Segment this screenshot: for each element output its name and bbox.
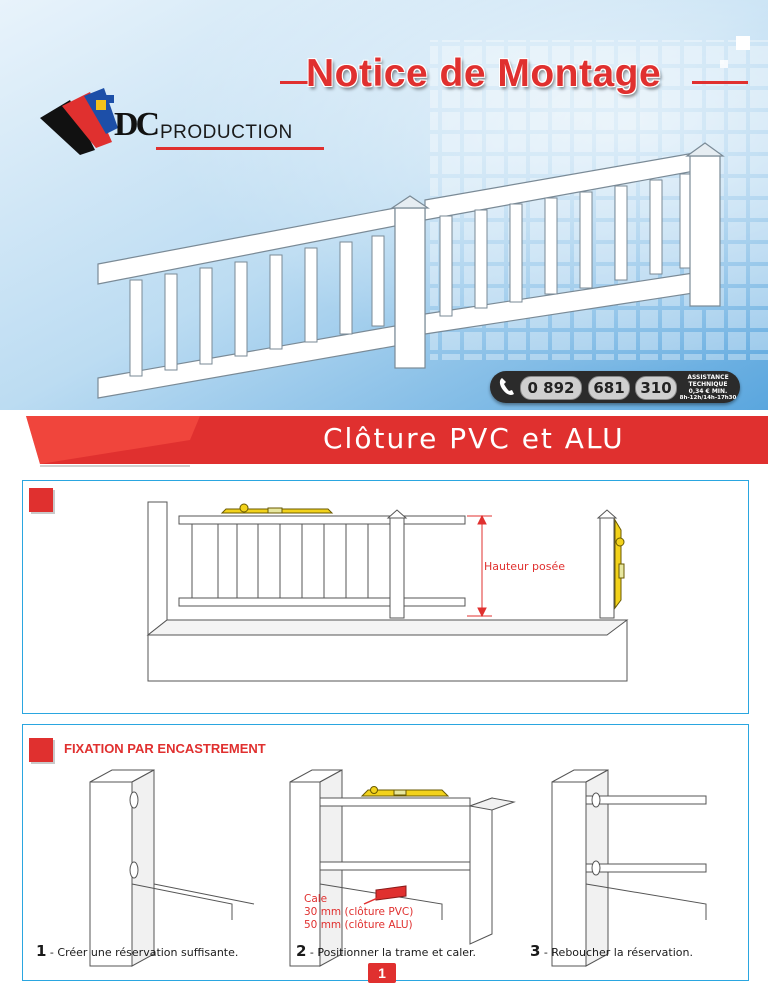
step-text: - Reboucher la réservation.: [540, 946, 693, 959]
wedge-pvc: 30 mm (clôture PVC): [304, 906, 414, 918]
step-number: 1: [36, 942, 47, 960]
document-title: Notice de Montage: [306, 52, 662, 95]
step-text: - Positionner la trame et caler.: [306, 946, 477, 959]
product-title: Clôture PVC et ALU: [323, 422, 625, 455]
height-label: Hauteur posée: [484, 560, 566, 573]
height-diagram: [22, 480, 747, 712]
assistance-phone: [490, 371, 740, 403]
fixation-diagrams: [22, 724, 747, 979]
step-text: - Créer une réservation suffisante.: [46, 946, 239, 959]
phone-part-2: 681: [588, 376, 630, 400]
phone-icon: [498, 377, 516, 397]
phone-part-1: 0 892: [520, 376, 582, 400]
phone-part-3: 310: [635, 376, 677, 400]
step-1: [36, 942, 238, 960]
step-number: 3: [530, 942, 541, 960]
section-heading: FIXATION PAR ENCASTREMENT: [64, 741, 266, 756]
assistance-line-2: TECHNIQUE: [688, 381, 728, 388]
page-number: 1: [368, 963, 396, 983]
step-2: [296, 942, 476, 960]
step-3: [530, 942, 693, 960]
brand-logo-mark: DC: [114, 106, 158, 143]
wedge-label: Cale: [304, 893, 328, 905]
assistance-line-3: 0,34 € MIN.: [688, 388, 728, 395]
assistance-line-4: 8h-12h/14h-17h30: [679, 395, 737, 401]
wedge-alu: 50 mm (clôture ALU): [304, 919, 413, 931]
wedge-callout: [304, 893, 413, 932]
brand-name: PRODUCTION: [160, 122, 293, 143]
assistance-line-1: ASSISTANCE: [687, 374, 729, 381]
step-number: 2: [296, 942, 307, 960]
